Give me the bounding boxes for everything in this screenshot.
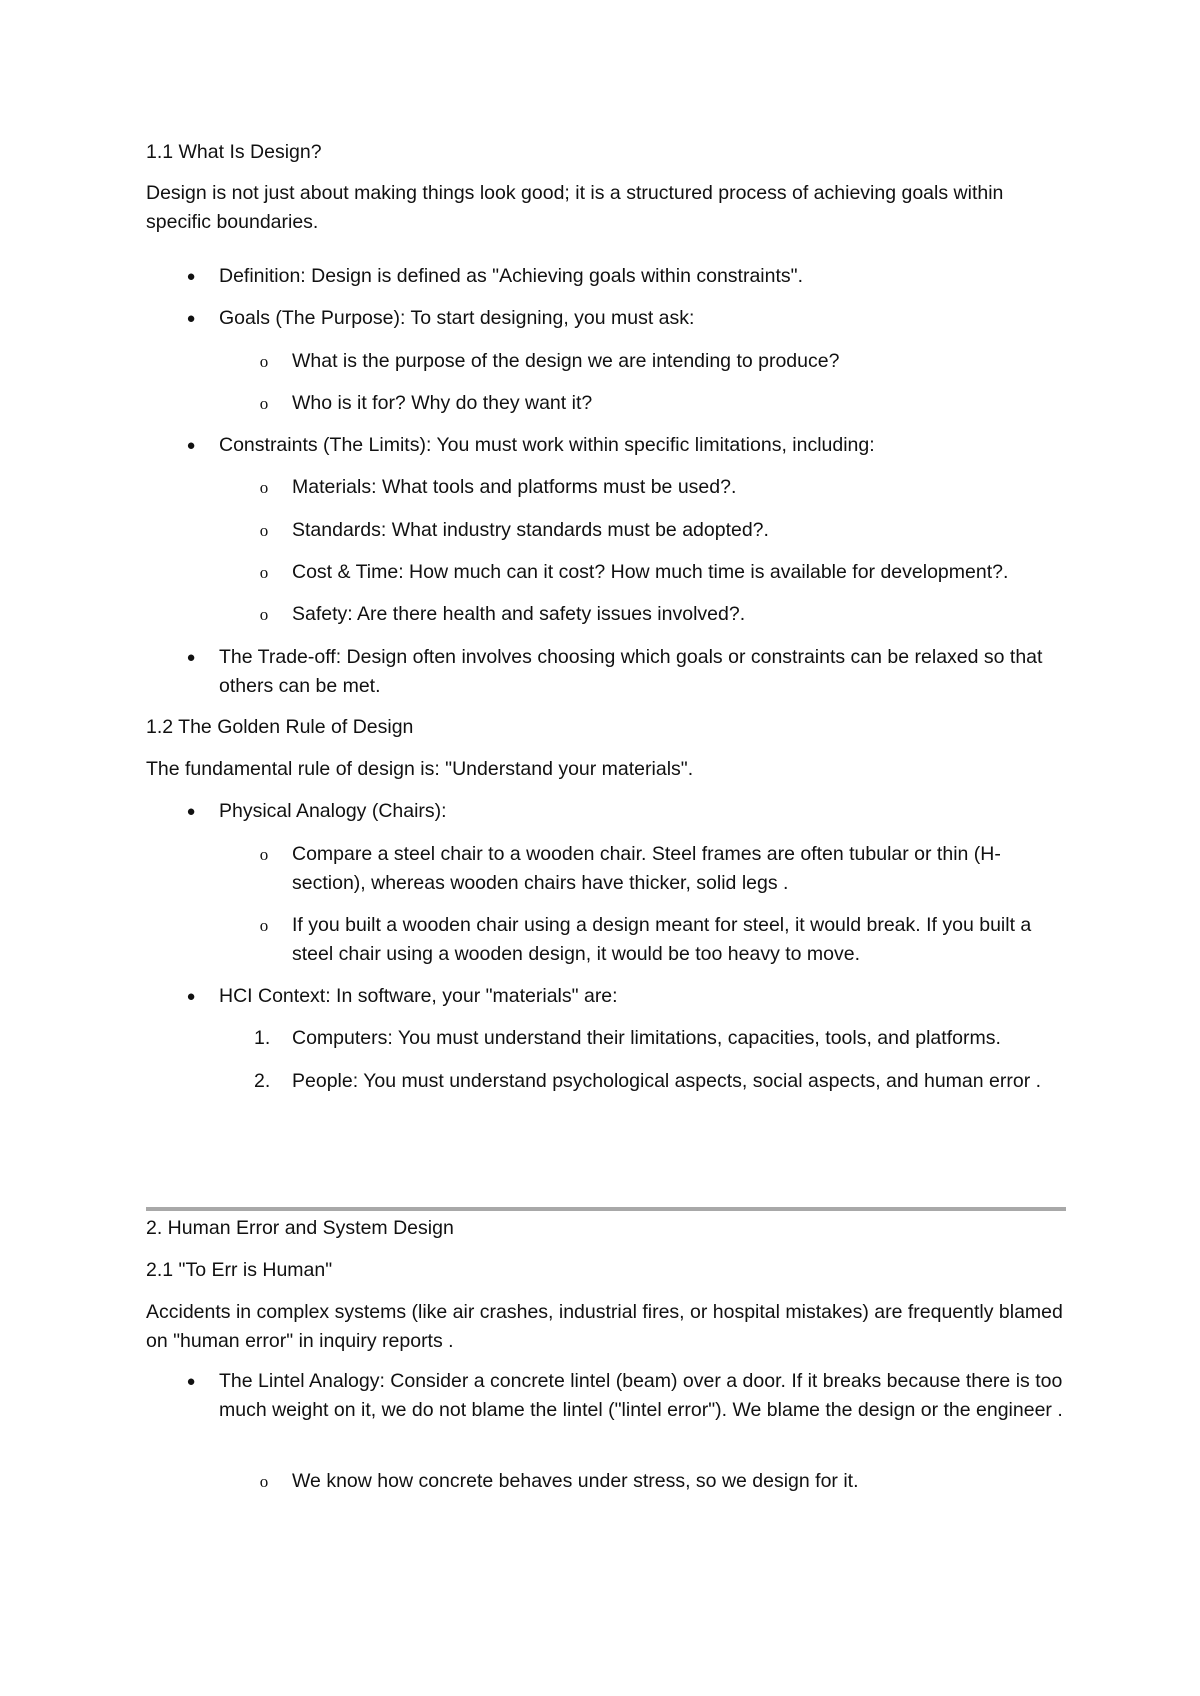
intro-paragraph: Design is not just about making things look good; it is a structured process of achieving goals within specific boundaries. xyxy=(146,182,1004,233)
sub-bullet-icon: o xyxy=(259,563,269,582)
sub-list-item-text: Materials: What tools and platforms must be used?. xyxy=(292,476,737,498)
list-number: 1. xyxy=(254,1027,271,1049)
list-item-definition xyxy=(186,262,1066,291)
sub-list-item-text: We know how concrete behaves under stress, so we design for it. xyxy=(292,1470,859,1492)
sub-list-item-text: Who is it for? Why do they want it? xyxy=(292,392,593,414)
sub-list-item-text: What is the purpose of the design we are intending to produce? xyxy=(292,350,840,372)
list-item-text: HCI Context: In software, your "materials" are: xyxy=(219,985,618,1007)
list-item-text: The Lintel Analogy: Consider a concrete lintel (beam) over a door. If it breaks because there is too much weight on it, we do not blame the lintel ("lintel error"). We blame the design or the engineer . xyxy=(219,1370,1063,1421)
sub-bullet-icon: o xyxy=(259,845,269,864)
sub-list-item-text: Standards: What industry standards must be adopted?. xyxy=(292,519,769,541)
numbered-list-item xyxy=(254,1024,1066,1053)
list-item-text: Constraints (The Limits): You must work within specific limitations, including: xyxy=(219,434,875,456)
bullet-icon: ● xyxy=(186,437,196,454)
list-item-text: Definition: Design is defined as "Achieving goals within constraints". xyxy=(219,265,803,287)
numbered-item-text: People: You must understand psychological aspects, social aspects, and human error . xyxy=(292,1070,1042,1092)
section-heading-1-2: 1.2 The Golden Rule of Design xyxy=(146,716,414,738)
sub-list-item xyxy=(259,840,1066,898)
sub-bullet-icon: o xyxy=(259,1472,269,1491)
sub-bullet-icon: o xyxy=(259,916,269,935)
sub-list-item xyxy=(259,473,1066,502)
list-item-physical-analogy xyxy=(186,797,1066,826)
sub-list-item-text: Compare a steel chair to a wooden chair. Steel frames are often tubular or thin (H-section), whereas wooden chairs have thicker, solid legs . xyxy=(292,843,1001,894)
bullet-icon: ● xyxy=(186,988,196,1005)
list-number: 2. xyxy=(254,1070,271,1092)
sub-list-item xyxy=(259,911,1066,969)
sub-list-item-text: If you built a wooden chair using a design meant for steel, it would break. If you built a steel chair using a wooden design, it would be too heavy to move. xyxy=(292,914,1032,965)
list-item-tradeoff xyxy=(186,643,1066,701)
sub-list-item xyxy=(259,516,1066,545)
list-item-text: The Trade-off: Design often involves choosing which goals or constraints can be relaxed so that others can be met. xyxy=(219,646,1043,697)
sub-bullet-icon: o xyxy=(259,605,269,624)
section-heading-1-1: 1.1 What Is Design? xyxy=(146,141,322,163)
bullet-icon: ● xyxy=(186,649,196,666)
bullet-icon: ● xyxy=(186,803,196,820)
accidents-paragraph: Accidents in complex systems (like air crashes, industrial fires, or hospital mistakes) are frequently blamed on "human error" in inquiry reports . xyxy=(146,1301,1063,1352)
numbered-list-item xyxy=(254,1067,1066,1096)
sub-bullet-icon: o xyxy=(259,352,269,371)
list-item-text: Physical Analogy (Chairs): xyxy=(219,800,447,822)
sub-bullet-icon: o xyxy=(259,478,269,497)
sub-bullet-icon: o xyxy=(259,394,269,413)
list-item-constraints xyxy=(186,431,1066,460)
section-heading-2: 2. Human Error and System Design xyxy=(146,1217,454,1239)
sub-list-item xyxy=(259,347,1066,376)
bullet-icon: ● xyxy=(186,310,196,327)
list-item-text: Goals (The Purpose): To start designing, you must ask: xyxy=(219,307,695,329)
sub-list-item xyxy=(259,1467,1066,1496)
sub-list-item xyxy=(259,600,1066,629)
list-item-lintel-analogy xyxy=(186,1367,1066,1425)
sub-bullet-icon: o xyxy=(259,521,269,540)
golden-rule-paragraph: The fundamental rule of design is: "Understand your materials". xyxy=(146,758,694,780)
bullet-icon: ● xyxy=(186,268,196,285)
numbered-item-text: Computers: You must understand their limitations, capacities, tools, and platforms. xyxy=(292,1027,1001,1049)
horizontal-divider xyxy=(146,1207,1066,1211)
sub-list-item-text: Safety: Are there health and safety issues involved?. xyxy=(292,603,746,625)
bullet-icon: ● xyxy=(186,1373,196,1390)
sub-list-item-text: Cost & Time: How much can it cost? How much time is available for development?. xyxy=(292,561,1009,583)
sub-list-item xyxy=(259,558,1066,587)
list-item-goals xyxy=(186,304,1066,333)
list-item-hci-context xyxy=(186,982,1066,1011)
section-heading-2-1: 2.1 "To Err is Human" xyxy=(146,1259,333,1281)
sub-list-item xyxy=(259,389,1066,418)
